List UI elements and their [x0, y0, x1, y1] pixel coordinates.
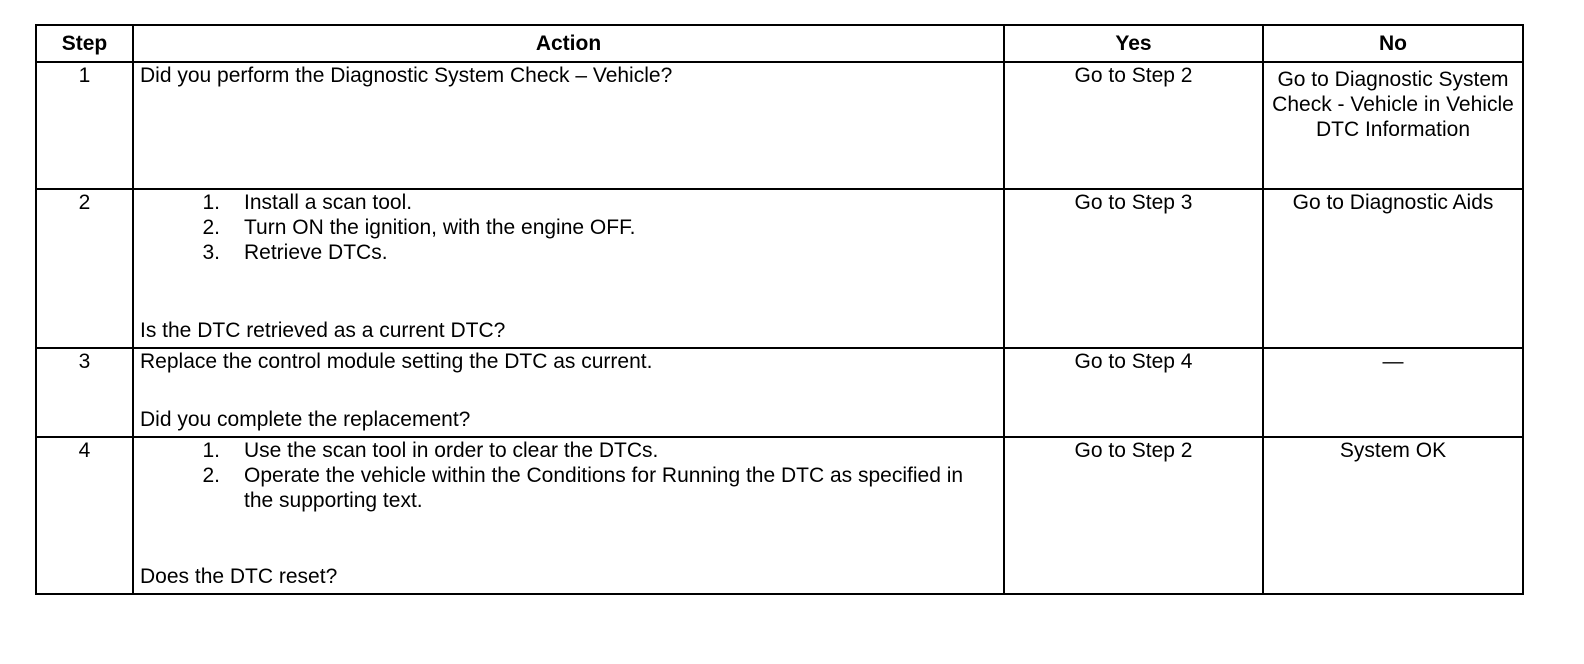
yes-cell: Go to Step 2: [1004, 62, 1263, 189]
table-row: [36, 437, 1523, 594]
list-item: [202, 463, 997, 513]
header-yes: Yes: [1004, 25, 1263, 62]
table-row: [36, 348, 1523, 437]
action-question: Does the DTC reset?: [140, 565, 338, 588]
list-item: [202, 240, 997, 265]
header-row: [36, 25, 1523, 62]
yes-cell: Go to Step 3: [1004, 189, 1263, 348]
list-item-number: 2.: [202, 464, 220, 487]
header-action: Action: [133, 25, 1004, 62]
header-step: Step: [36, 25, 133, 62]
list-item: [202, 190, 997, 215]
list-item: [202, 215, 997, 240]
list-item-number: 1.: [202, 439, 220, 462]
list-item-number: 1.: [202, 191, 220, 214]
diagnostic-table: [35, 24, 1524, 595]
action-cell: [133, 62, 1004, 189]
step-number: 2: [36, 189, 133, 348]
list-item-number: 2.: [202, 216, 220, 239]
step-number: 3: [36, 348, 133, 437]
list-item: [202, 438, 997, 463]
header-no: No: [1263, 25, 1523, 62]
step-number: 1: [36, 62, 133, 189]
list-item-text: Turn ON the ignition, with the engine OFF.: [244, 216, 636, 239]
list-item-text: Use the scan tool in order to clear the DTCs.: [244, 439, 659, 462]
action-question: Did you complete the replacement?: [140, 408, 471, 431]
action-question: Did you perform the Diagnostic System Check – Vehicle?: [140, 64, 673, 87]
list-item-text: Install a scan tool.: [244, 191, 413, 214]
action-statement: Replace the control module setting the DTC as current.: [140, 350, 653, 373]
yes-cell: Go to Step 4: [1004, 348, 1263, 437]
no-cell: Go to Diagnostic Aids: [1263, 189, 1523, 348]
list-item-number: 3.: [202, 241, 220, 264]
table-row: [36, 62, 1523, 189]
table-row: [36, 189, 1523, 348]
list-item-text: Operate the vehicle within the Conditions for Running the DTC as specified in the supporting text.: [244, 464, 964, 512]
no-cell: System OK: [1263, 437, 1523, 594]
action-cell: [133, 189, 1004, 348]
action-steps-list: [140, 438, 997, 513]
list-item-text: Retrieve DTCs.: [244, 241, 388, 264]
action-question: Is the DTC retrieved as a current DTC?: [140, 319, 506, 342]
action-steps-list: [140, 190, 997, 265]
step-number: 4: [36, 437, 133, 594]
action-cell: [133, 437, 1004, 594]
no-cell: Go to Diagnostic System Check - Vehicle in Vehicle DTC Information: [1263, 62, 1523, 189]
no-cell: —: [1263, 348, 1523, 437]
yes-cell: Go to Step 2: [1004, 437, 1263, 594]
action-cell: [133, 348, 1004, 437]
